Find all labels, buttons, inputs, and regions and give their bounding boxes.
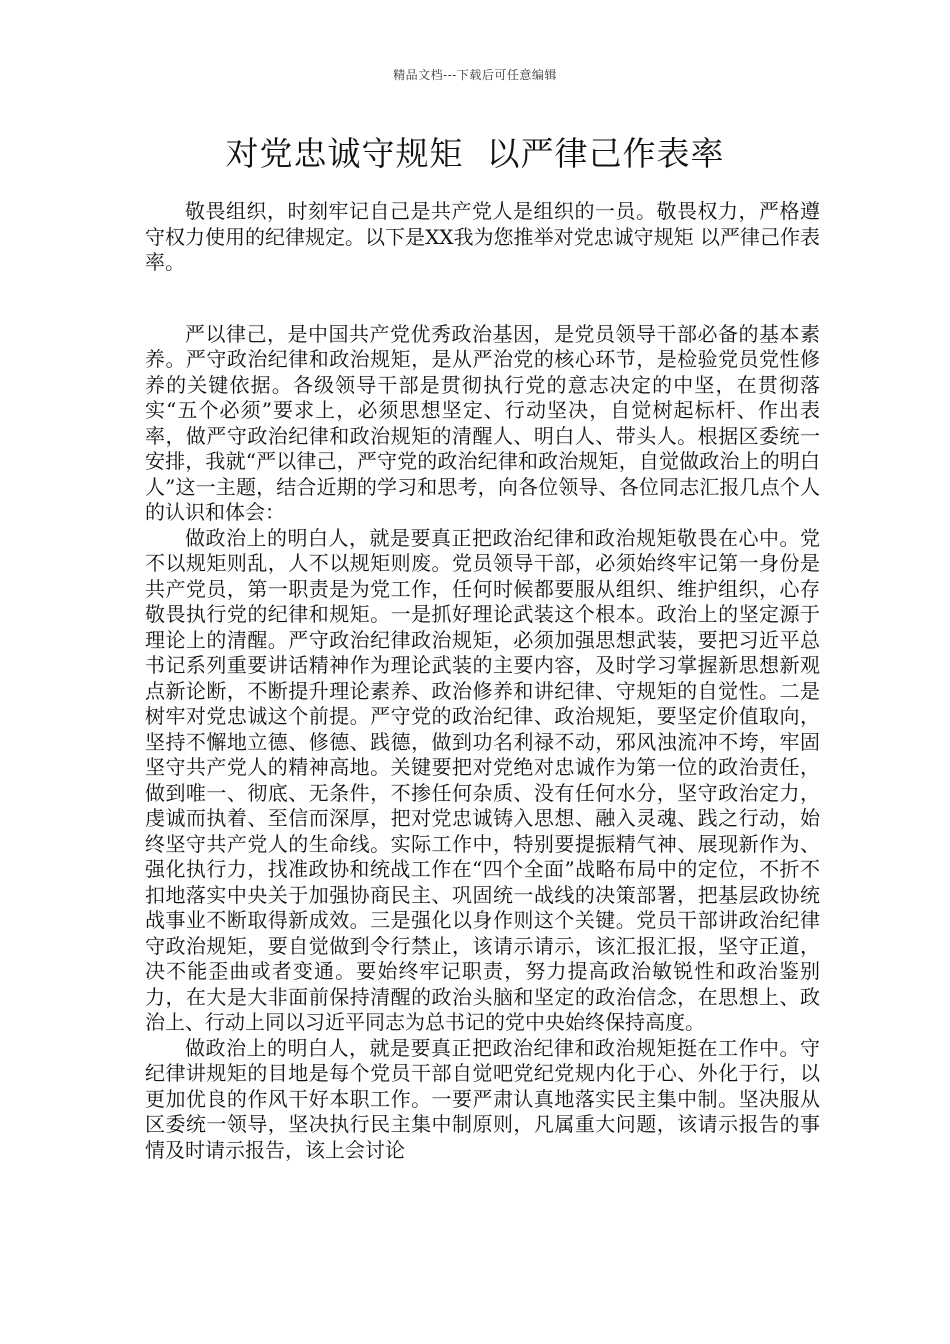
document-body xyxy=(145,199,820,1163)
paragraph-intro: 敬畏组织，时刻牢记自己是共产党人是组织的一员。敬畏权力，严格遵守权力使用的纪律规定。以下是XX我为您推举对党忠诚守规矩 以严律己作表率。 xyxy=(145,199,820,274)
paragraph: 严以律己，是中国共产党优秀政治基因，是党员领导干部必备的基本素养。严守政治纪律和政治规矩，是从严治党的核心环节，是检验党员党性修养的关键依据。各级领导干部是贯彻执行党的意志决定的中坚，在贯彻落实“五个必须”要求上，必须思想坚定、行动坚决，自觉树起标杆、作出表率，做严守政治纪律和政治规矩的清醒人、明白人、带头人。根据区委统一安排，我就“严以律己，严守党的政治纪律和政治规矩，自觉做政治上的明白人”这一主题，结合近期的学习和思考，向各位领导、各位同志汇报几点个人的认识和体会： xyxy=(145,321,820,524)
header-note: 精品文档---下载后可任意编辑 xyxy=(393,68,557,82)
paragraph: 做政治上的明白人，就是要真正把政治纪律和政治规矩敬畏在心中。党不以规矩则乱，人不以规矩则废。党员领导干部，必须始终牢记第一身份是共产党员，第一职责是为党工作，任何时候都要服从组织、维护组织，心存敬畏执行党的纪律和规矩。一是抓好理论武装这个根本。政治上的坚定源于理论上的清醒。严守政治纪律政治规矩，必须加强思想武装，要把习近平总书记系列重要讲话精神作为理论武装的主要内容，及时学习掌握新思想新观点新论断，不断提升理论素养、政治修养和讲纪律、守规矩的自觉性。二是树牢对党忠诚这个前提。严守党的政治纪律、政治规矩，要坚定价值取向，坚持不懈地立德、修德、践德，做到功名利禄不动，邪风浊流冲不垮，牢固坚守共产党人的精神高地。关键要把对党绝对忠诚作为第一位的政治责任，做到唯一、彻底、无条件，不掺任何杂质、没有任何水分，坚守政治定力，虔诚而执着、至信而深厚，把对党忠诚铸入思想、融入灵魂、践之行动，始终坚守共产党人的生命线。实际工作中，特别要提振精气神、展现新作为、强化执行力，找准政协和统战工作在“四个全面”战略布局中的定位，不折不扣地落实中央关于加强协商民主、巩固统一战线的决策部署，把基层政协统战事业不断取得新成效。三是强化以身作则这个关键。党员干部讲政治纪律守政治规矩，要自觉做到令行禁止，该请示请示，该汇报汇报，坚守正道，决不能歪曲或者变通。要始终牢记职责，努力提高政治敏锐性和政治鉴别力，在大是大非面前保持清醒的政治头脑和坚定的政治信念，在思想上、政治上、行动上同以习近平同志为总书记的党中央始终保持高度。 xyxy=(145,525,820,1034)
document-title: 对党忠诚守规矩 以严律己作表率 xyxy=(225,134,725,173)
paragraph: 做政治上的明白人，就是要真正把政治纪律和政治规矩挺在工作中。守纪律讲规矩的目地是每个党员干部自觉吧党纪党规内化于心、外化于行，以更加优良的作风干好本职工作。一要严肃认真地落实民主集中制。坚决服从区委统一领导，坚决执行民主集中制原则，凡属重大问题，该请示报告的事情及时请示报告，该上会讨论 xyxy=(145,1035,820,1162)
